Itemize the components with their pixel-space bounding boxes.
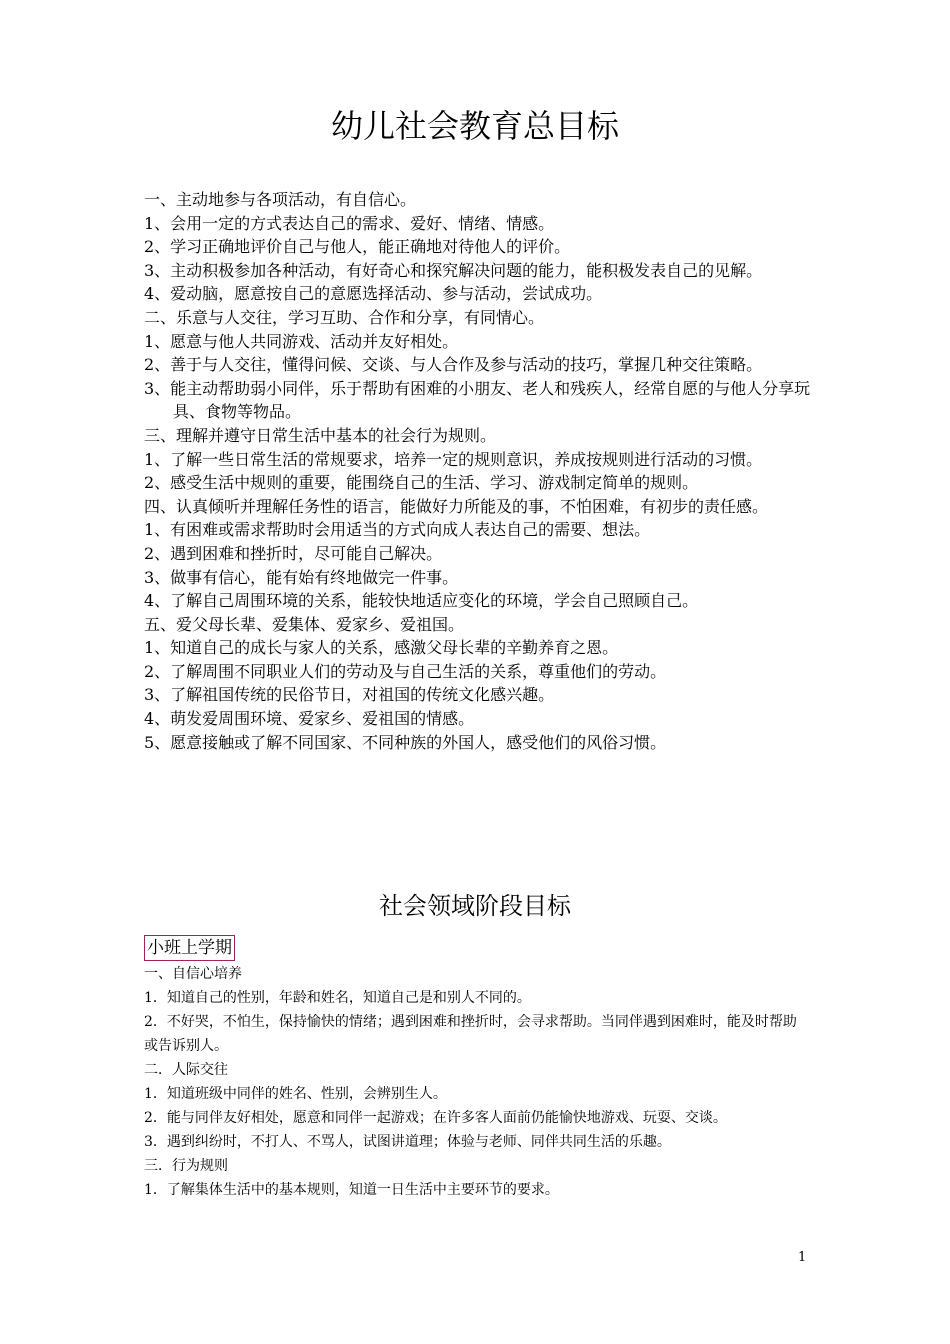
goal-item: 2、遇到困难和挫折时，尽可能自己解决。	[144, 543, 443, 563]
goal-heading: 三、理解并遵守日常生活中基本的社会行为规则。	[144, 425, 497, 445]
stage-item: 1．知道自己的性别，年龄和姓名，知道自己是和别人不同的。	[144, 990, 531, 1006]
stage-item: 2．不好哭，不怕生，保持愉快的情绪；遇到困难和挫折时，会寻求帮助。当同伴遇到困难时，能及时帮助或告诉别人。	[144, 1014, 797, 1054]
section-title: 社会领域阶段目标	[379, 892, 571, 920]
goal-item: 3、做事有信心，能有始有终地做完一件事。	[144, 567, 459, 587]
goal-item: 1、愿意与他人共同游戏、活动并友好相处。	[144, 331, 459, 351]
goal-heading: 一、主动地参与各项活动，有自信心。	[144, 190, 417, 209]
goal-item: 2、善于与人交往，懂得问候、交谈、与人合作及参与活动的技巧，掌握几种交往策略。	[144, 355, 763, 375]
goal-item: 2、了解周围不同职业人们的劳动及与自己生活的关系，尊重他们的劳动。	[144, 661, 667, 681]
goal-item: 3、了解祖国传统的民俗节日，对祖国的传统文化感兴趣。	[144, 685, 555, 705]
general-goals-list	[144, 188, 814, 754]
goal-item: 1、有困难或需求帮助时会用适当的方式向成人表达自己的需要、想法。	[144, 520, 651, 540]
term-label-box: 小班上学期	[144, 935, 235, 961]
stage-goals-list	[144, 962, 810, 1202]
stage-item: 1．知道班级中同伴的姓名、性别，会辨别生人。	[144, 1086, 447, 1102]
page-number: 1	[798, 1250, 807, 1265]
goal-item: 3、主动积极参加各种活动，有好奇心和探究解决问题的能力，能积极发表自己的见解。	[144, 260, 763, 280]
stage-item: 2．能与同伴友好相处，愿意和同伴一起游戏；在许多客人面前仍能愉快地游戏、玩耍、交谈。	[144, 1110, 727, 1126]
stage-heading: 三．行为规则	[144, 1158, 228, 1174]
goal-item: 2、学习正确地评价自己与他人，能正确地对待他人的评价。	[144, 237, 571, 257]
goal-heading: 五、爱父母长辈、爱集体、爱家乡、爱祖国。	[144, 614, 465, 634]
page-title: 幼儿社会教育总目标	[330, 107, 619, 145]
goal-item: 3、能主动帮助弱小同伴，乐于帮助有困难的小朋友、老人和残疾人，经常自愿的与他人分享玩具、食物等物品。	[144, 378, 811, 422]
goal-heading: 二、乐意与人交往，学习互助、合作和分享，有同情心。	[144, 307, 545, 327]
goal-item: 1、会用一定的方式表达自己的需求、爱好、情绪、情感。	[144, 213, 555, 233]
goal-item: 2、感受生活中规则的重要，能围绕自己的生活、学习、游戏制定简单的规则。	[144, 473, 699, 493]
stage-heading: 二．人际交往	[144, 1062, 228, 1078]
goal-item: 1、了解一些日常生活的常规要求，培养一定的规则意识，养成按规则进行活动的习惯。	[144, 449, 763, 469]
stage-item: 3．遇到纠纷时，不打人、不骂人，试图讲道理；体验与老师、同伴共同生活的乐趣。	[144, 1134, 671, 1150]
goal-item: 4、爱动脑，愿意按自己的意愿选择活动、参与活动，尝试成功。	[144, 284, 603, 304]
goal-item: 1、知道自己的成长与家人的关系，感激父母长辈的辛勤养育之恩。	[144, 638, 619, 658]
goal-item: 4、萌发爱周围环境、爱家乡、爱祖国的情感。	[144, 709, 475, 729]
goal-item: 4、了解自己周围环境的关系，能较快地适应变化的环境，学会自己照顾自己。	[144, 591, 699, 611]
stage-item: 1．了解集体生活中的基本规则，知道一日生活中主要环节的要求。	[144, 1182, 559, 1198]
goal-item: 5、愿意接触或了解不同国家、不同种族的外国人，感受他们的风俗习惯。	[144, 732, 667, 752]
goal-heading: 四、认真倾听并理解任务性的语言，能做好力所能及的事，不怕困难，有初步的责任感。	[144, 496, 769, 516]
stage-heading: 一、自信心培养	[144, 966, 242, 982]
